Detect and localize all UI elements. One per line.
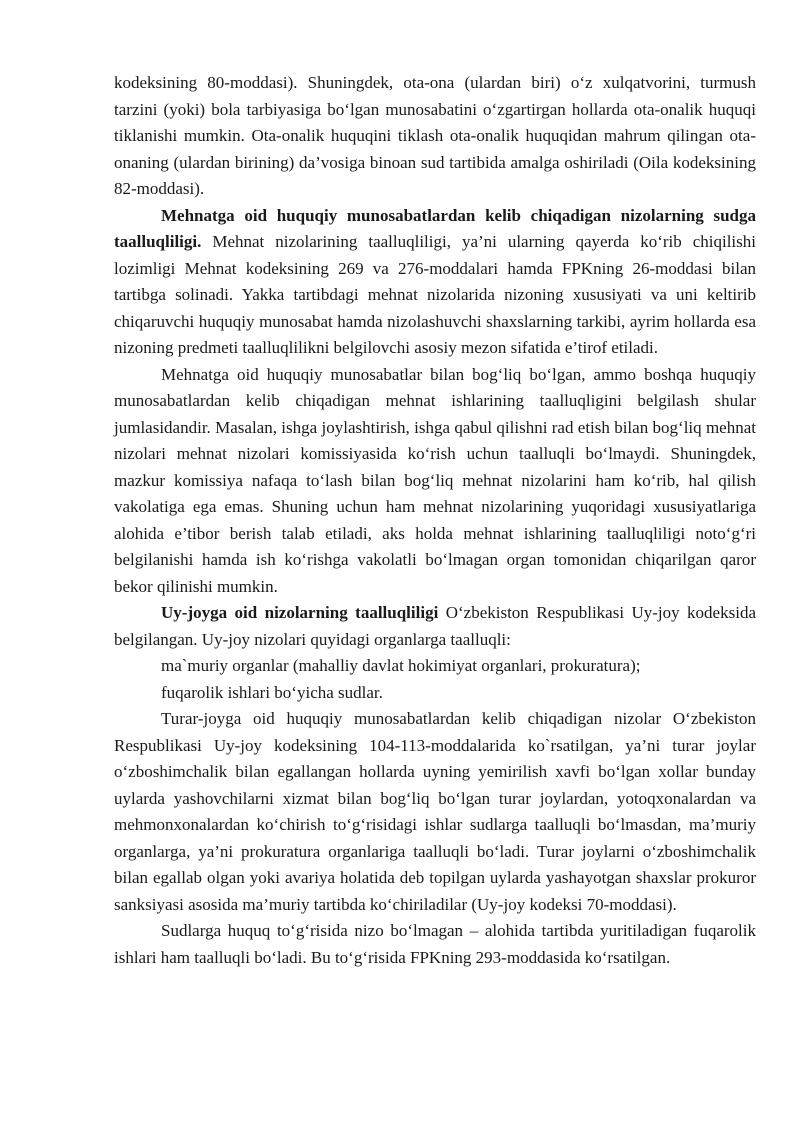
paragraph-4-text: O‘zbekiston Respublikasi Uy-joy kodeksida belgilangan. Uy-joy nizolari quyidagi organlarga taalluqli: [114,603,756,649]
paragraph-7 [114,706,756,918]
paragraph-3-text: Mehnatga oid huquqiy munosabatlar bilan bog‘liq bo‘lgan, ammo boshqa huquqiy munosabatlardan kelib chiqadigan mehnat ishlarining taalluqligini belgilash shular jumlasidandir. Masalan, ishga joylashtirish, ishga qabul qilishni rad etish bilan bog‘liq mehnat nizolari mehnat nizolari komissiyasida ko‘rish uchun taalluqli bo‘lmaydi. Shuningdek, mazkur komissiya nafaqa to‘lash bilan bog‘liq mehnat nizolarini ham ko‘rib, hal qilish vakolatiga ega emas. Shuning uchun ham mehnat nizolarining yuqoridagi xususiyatlariga alohida e’tibor berish talab etiladi, aks holda mehnat ishlarining taalluqliligi noto‘g‘ri belgilanishi hamda ish ko‘rishga vakolatli bo‘lmagan organ tomonidan chiqarilgan qaror bekor qilinishi mumkin. [114,364,756,596]
paragraph-4 [114,600,756,653]
paragraph-8-text: Sudlarga huquq to‘g‘risida nizo bo‘lmagan – alohida tartibda yuritiladigan fuqarolik ishlari ham taalluqli bo‘ladi. Bu to‘g‘risida FPKning 293-moddasida ko‘rsatilgan. [114,921,756,967]
paragraph-2-text: Mehnat nizolarining taalluqliligi, ya’ni ularning qayerda ko‘rib chiqilishi lozimligi Mehnat kodeksining 269 va 276-moddalari hamda FPKning 26-moddasi bilan tartibga solinadi. Yakka tartibdagi mehnat nizolarida nizoning xususiyati va uni keltirib chiqaruvchi huquqiy munosabat hamda nizolashuvchi shaxslarning tarkibi, ayrim hollarda esa nizoning predmeti taalluqlilikni belgilovchi asosiy mezon sifatida e’tirof etiladi. [114,232,756,357]
paragraph-3 [114,362,756,601]
paragraph-4-heading: Uy-joyga oid nizolarning taalluqliligi [161,603,439,622]
paragraph-1 [114,70,756,203]
paragraph-5 [114,653,756,680]
paragraph-6 [114,680,756,707]
paragraph-5-text: ma`muriy organlar (mahalliy davlat hokimiyat organlari, prokuratura); [161,656,641,675]
paragraph-1-text: kodeksining 80-moddasi). Shuningdek, ota-ona (ulardan biri) o‘z xulqatvorini, turmush tarzini (yoki) bola tarbiyasiga bo‘lgan munosabatini o‘zgartirgan hollarda ota-onalik huquqi tiklanishi mumkin. Ota-onalik huquqini tiklash ota-onalik huquqidan mahrum qilingan ota-onaning (ulardan birining) da’vosiga binoan sud tartibida amalga oshiriladi (Oila kodeksining 82-moddasi). [114,73,756,198]
paragraph-2 [114,203,756,362]
paragraph-8 [114,918,756,971]
document-page [114,70,756,971]
paragraph-6-text: fuqarolik ishlari bo‘yicha sudlar. [161,682,383,702]
paragraph-7-text: Turar-joyga oid huquqiy munosabatlardan kelib chiqadigan nizolar O‘zbekiston Respublikasi Uy-joy kodeksining 104-113-moddalarida ko`rsatilgan, ya’ni turar joylar o‘zboshimchalik bilan egallangan hollarda uyning yemirilish xavfi bo‘lgan xollar bunday uylarda yashovchilarni xizmat bilan bog‘liq bo‘lgan turar joylardan, yotoqxonalardan va mehmonxonalardan ko‘chirish to‘g‘risidagi ishlar sudlarga taalluqli bo‘lmasdan, ma’muriy organlarga, ya’ni prokuratura organlariga taalluqli bo‘ladi. Turar joylarni o‘zboshimchalik bilan egallab olgan yoki avariya holatida deb topilgan uylarda yashayotgan shaxslar prokuror sanksiyasi asosida ma’muriy tartibda ko‘chiriladilar (Uy-joy kodeksi 70-moddasi). [114,709,756,914]
paragraph-2-heading: Mehnatga oid huquqiy munosabatlardan kelib chiqadigan nizolarning sudga taalluqliligi. [114,205,756,251]
